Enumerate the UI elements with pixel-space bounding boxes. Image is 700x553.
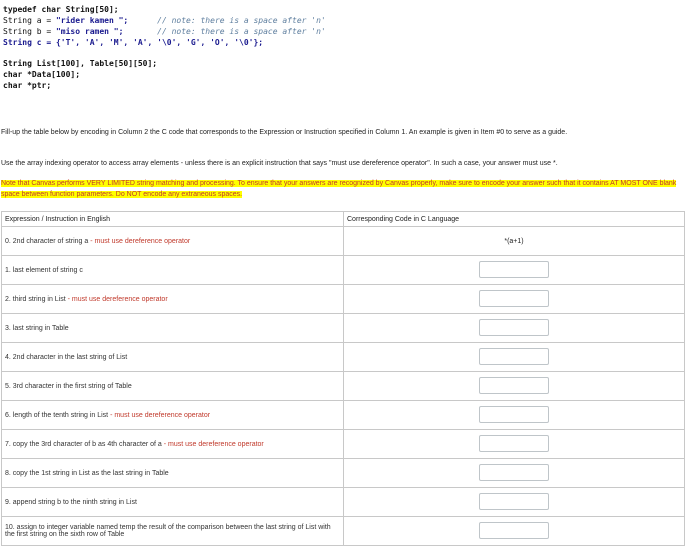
question-requirement: - must use dereference operator <box>88 237 191 245</box>
table-row <box>2 314 685 343</box>
answer-cell <box>344 488 685 517</box>
question-cell <box>2 488 344 517</box>
warning-note <box>1 178 677 200</box>
table-row <box>2 227 685 256</box>
question-table <box>1 211 685 546</box>
question-cell <box>2 256 344 285</box>
code-text: char String[50]; <box>36 5 119 14</box>
table-row <box>2 488 685 517</box>
code-string: "rider kamen "; <box>55 16 129 25</box>
answer-input[interactable] <box>479 493 549 510</box>
answer-cell <box>344 430 685 459</box>
code-comment: // note: there is a space after 'n' <box>157 27 326 36</box>
code-line-data <box>3 69 326 80</box>
question-cell <box>2 227 344 256</box>
question-cell <box>2 517 344 546</box>
answer-cell <box>344 517 685 546</box>
question-text: 3. last string in Table <box>5 324 69 332</box>
code-block <box>3 4 326 91</box>
answer-cell <box>344 285 685 314</box>
code-keyword: char <box>3 70 23 79</box>
table-row <box>2 343 685 372</box>
answer-cell <box>344 314 685 343</box>
answer-cell <box>344 372 685 401</box>
code-keyword: typedef <box>3 5 37 14</box>
question-requirement: - must use dereference operator <box>161 440 264 448</box>
code-text: String b = <box>3 27 56 36</box>
code-line-typedef <box>3 4 326 15</box>
answer-input[interactable] <box>479 522 549 539</box>
table-row <box>2 372 685 401</box>
code-line-list: String List[100], Table[50][50]; <box>3 59 158 68</box>
example-answer: *(a+1) <box>504 237 524 245</box>
question-requirement: - must use dereference operator <box>108 411 211 419</box>
question-cell <box>2 459 344 488</box>
question-text: 10. assign to integer variable named temp the result of the comparison between the last string of List with the first string on the sixth row of Table <box>5 524 331 538</box>
question-cell <box>2 372 344 401</box>
code-line-ptr <box>3 80 326 91</box>
column-header-code: Corresponding Code in C Language <box>344 212 685 227</box>
answer-input[interactable] <box>479 464 549 481</box>
question-text: 7. copy the 3rd character of b as 4th character of a <box>5 440 162 448</box>
answer-input[interactable] <box>479 377 549 394</box>
table-row <box>2 401 685 430</box>
instruction-paragraph-1: Fill-up the table below by encoding in Column 2 the C code that corresponds to the Expression or Instruction specified in Column 1. An example is given in Item #0 to serve as a guide. <box>1 129 568 136</box>
answer-input[interactable] <box>479 348 549 365</box>
table-header-row <box>2 212 685 227</box>
table-row <box>2 285 685 314</box>
question-cell <box>2 430 344 459</box>
question-text: 8. copy the 1st string in List as the last string in Table <box>5 469 169 477</box>
question-text: 0. 2nd character of string a <box>5 237 89 245</box>
answer-input[interactable] <box>479 319 549 336</box>
code-line-c: String c = {'T', 'A', 'M', 'A', '\0', 'G', 'O', '\0'}; <box>3 38 264 47</box>
table-row <box>2 430 685 459</box>
question-requirement: - must use dereference operator <box>65 295 168 303</box>
answer-cell <box>344 459 685 488</box>
question-text: 9. append string b to the ninth string in List <box>5 498 137 506</box>
code-text: String a = <box>3 16 56 25</box>
code-line-a <box>3 15 326 26</box>
answer-cell <box>344 401 685 430</box>
answer-cell <box>344 256 685 285</box>
column-header-expression: Expression / Instruction in English <box>2 212 344 227</box>
answer-input[interactable] <box>479 290 549 307</box>
question-text: 2. third string in List <box>5 295 66 303</box>
code-line-b <box>3 26 326 37</box>
table-row <box>2 256 685 285</box>
code-keyword: char <box>3 81 23 90</box>
table-row <box>2 459 685 488</box>
answer-cell <box>344 343 685 372</box>
answer-input[interactable] <box>479 406 549 423</box>
answer-input[interactable] <box>479 435 549 452</box>
table-row <box>2 517 685 546</box>
instruction-paragraph-2: Use the array indexing operator to access array elements - unless there is an explicit instruction that says "must use dereference operator". In such a case, your answer must use *. <box>1 160 558 167</box>
question-cell <box>2 343 344 372</box>
question-text: 6. length of the tenth string in List <box>5 411 109 419</box>
question-cell <box>2 285 344 314</box>
warning-highlight: Note that Canvas performs VERY LIMITED string matching and processing. To ensure that your answers are recognized by Canvas properly, make sure to encode your answer such that it contains AT MOST ONE blank space between function parameters. Do NOT encode any extraneous spaces. <box>1 180 677 198</box>
answer-cell <box>344 227 685 256</box>
code-string: "miso ramen "; <box>55 27 124 36</box>
question-cell <box>2 401 344 430</box>
question-text: 4. 2nd character in the last string of List <box>5 353 128 361</box>
question-text: 1. last element of string c <box>5 266 83 274</box>
answer-input[interactable] <box>479 261 549 278</box>
code-comment: // note: there is a space after 'n' <box>157 16 326 25</box>
question-cell <box>2 314 344 343</box>
code-text: *ptr; <box>22 81 52 90</box>
code-text: *Data[100]; <box>22 70 81 79</box>
question-text: 5. 3rd character in the first string of Table <box>5 382 132 390</box>
